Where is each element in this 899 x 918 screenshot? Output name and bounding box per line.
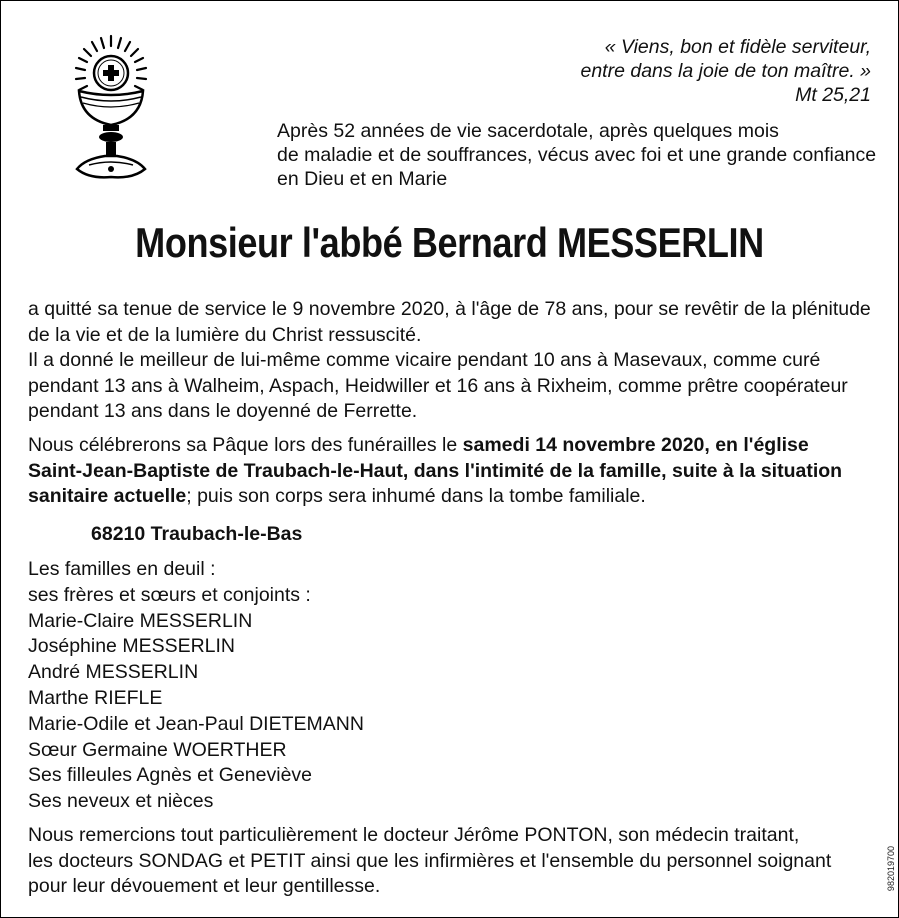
address: 68210 Traubach-le-Bas [91,523,303,545]
funeral-paragraph [28,433,878,510]
family-line: ses frères et sœurs et conjoints : [28,583,311,606]
funeral-date-text: samedi 14 novembre 2020, en l'église [462,434,809,456]
thanks-line: les docteurs SONDAG et PETIT ainsi que les infirmières et l'ensemble du personnel soignant [28,849,832,872]
quote-line: « Viens, bon et fidèle serviteur, [604,36,871,58]
family-line: Marie-Odile et Jean-Paul DIETEMANN [28,712,364,735]
quote-line: entre dans la joie de ton maître. » [580,60,871,82]
family-line: André MESSERLIN [28,661,199,684]
family-line: Les familles en deuil : [28,558,216,580]
intro-line: en Dieu et en Marie [277,168,448,190]
family-line: Marie-Claire MESSERLIN [28,609,253,632]
thanks-paragraph [28,823,831,900]
bible-quote [580,35,871,107]
funeral-situation-text: sanitaire actuelle [28,485,187,507]
intro-line: de maladie et de souffrances, vécus avec foi et une grande confiance [277,144,877,166]
intro-text [277,119,876,191]
chalice-host-icon [69,33,153,181]
paragraph-line [28,459,878,485]
paragraph-line: a quitté sa tenue de service le 9 novembre 2020, à l'âge de 78 ans, pour se revêtir de la plénitude [28,298,871,320]
paragraph-line [28,484,878,510]
paragraph-text: Nous célébrerons sa Pâque lors des funérailles le [28,434,463,456]
thanks-line: pour leur dévouement et leur gentillesse. [28,875,381,897]
thanks-line: Nous remercions tout particulièrement le docteur Jérôme PONTON, son médecin traitant, [28,824,800,846]
funeral-place-text: Saint-Jean-Baptiste de Traubach-le-Haut, dans l'intimité de la famille, suite à la situation [28,459,843,482]
family-line: Ses filleules Agnès et Geneviève [28,764,313,787]
family-line: Joséphine MESSERLIN [28,635,236,658]
paragraph-line [28,433,878,459]
quote-reference: Mt 25,21 [795,84,871,106]
biography-paragraph [28,297,878,425]
paragraph-line: de la vie et de la lumière du Christ ressuscité. [28,323,422,346]
paragraph-line: Il a donné le meilleur de lui-même comme vicaire pendant 10 ans à Masevaux, comme curé [28,349,821,371]
paragraph-line: pendant 13 ans à Walheim, Aspach, Heidwiller et 16 ans à Rixheim, comme prêtre coopérateur [28,374,848,397]
intro-line: Après 52 années de vie sacerdotale, après quelques mois [277,120,779,142]
deceased-name: Monsieur l'abbé Bernard MESSERLIN [135,219,764,266]
families-list [28,557,364,815]
paragraph-text: ; puis son corps sera inhumé dans la tombe familiale. [186,485,646,507]
reference-number: 982019700 [886,845,896,891]
paragraph-line: pendant 13 ans dans le doyenné de Ferrette. [28,400,418,422]
family-line: Ses neveux et nièces [28,790,214,813]
family-line: Marthe RIEFLE [28,686,163,709]
family-line: Sœur Germaine WOERTHER [28,738,287,761]
